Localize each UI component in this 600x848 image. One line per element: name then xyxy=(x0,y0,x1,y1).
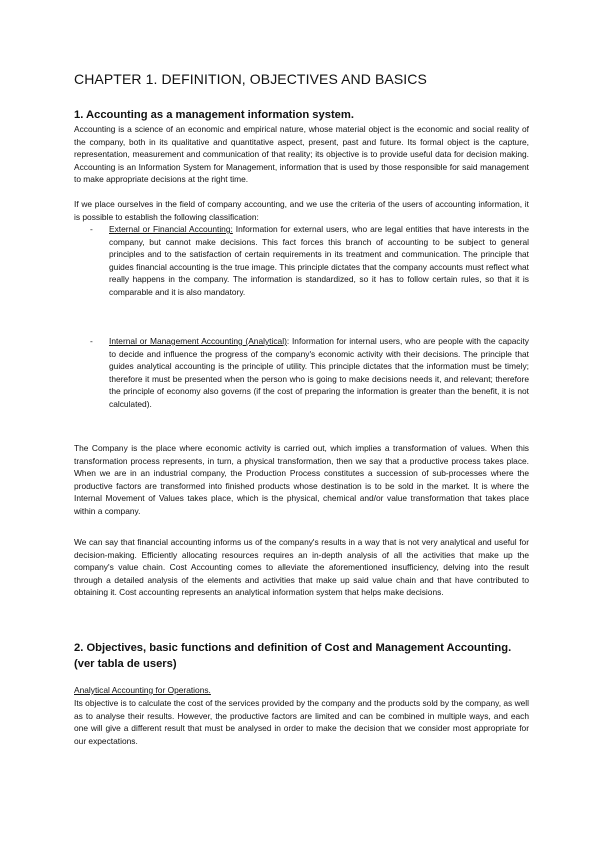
list-item-management-accounting xyxy=(74,335,529,410)
section-2-heading: 2. Objectives, basic functions and definition of Cost and Management Accounting. (ver tabla de users) xyxy=(74,642,512,670)
section-1-heading: 1. Accounting as a management information system. xyxy=(74,109,354,121)
list-bullet: - xyxy=(90,224,93,234)
list-item-body xyxy=(109,223,529,298)
section-1-paragraph-4: We can say that financial accounting informs us of the company's results in a way that is not very analytical and useful for decision-making. Efficiently allocating resources requires an in-depth analysis of all the activities that make up the company's value chain. Cost Accounting comes to alleviate the aforementioned insufficiency, delving into the result through a detailed analysis of the elements and activities that make up said value chain and that have contributed to obtaining it. Cost accounting represents an analytical information system that helps make decisions. xyxy=(74,537,529,597)
list-bullet: - xyxy=(90,336,93,346)
section-2-paragraph-1: Its objective is to calculate the cost of the services provided by the company and the products sold by the company, as well as to analyse their results. However, the productive factors are limited and can be combined in multiple ways, and each one will give a different result that must be analysed in order to make the decision that we consider most appropriate for our expectations. xyxy=(74,698,529,746)
list-item-term: External or Financial Accounting: xyxy=(109,224,233,234)
list-item-text: : Information for internal users, who are people with the capacity to decide and influence the progress of the company's economic activity with their decisions. The principle that guides analytical accounting is the principle of utility. This principle dictates that the information must be timely; therefore it must be presented when the person who is going to make decisions needs it, and relevant; therefore the principle of economy also governs (if the cost of preparing the information is greater than the benefit, it is not calculated). xyxy=(109,336,529,409)
list-item-term: Internal or Management Accounting (Analytical) xyxy=(109,336,287,346)
section-1-paragraph-2: If we place ourselves in the field of company accounting, and we use the criteria of the users of accounting information, it is possible to establish the following classification: xyxy=(74,199,529,222)
list-item-body xyxy=(109,335,529,410)
chapter-title: CHAPTER 1. DEFINITION, OBJECTIVES AND BASICS xyxy=(74,71,427,87)
section-1-paragraph-3: The Company is the place where economic activity is carried out, which implies a transformation of values. When this transformation process represents, in turn, a physical transformation, then we say that a productive process takes place. When we are in an industrial company, the Production Process constitutes a succession of sub-processes where the productive factors are transformed into finished products whose destination is to be sold in the market. It is where the Internal Movement of Values takes place, which is the physical, chemical and/or value transformation that takes place within a company. xyxy=(74,443,529,516)
list-item-text: Information for external users, who are legal entities that have interests in the company, but cannot make decisions. This fact forces this branch of accounting to be subject to general principles and to the satisfaction of certain requirements in its treatment and communication. The principle that guides financial accounting is the true image. This principle dictates that the company accounts must reflect what really happens in the company. The information is standardized, so it has to follow certain rules, so that it is comparable and it is also mandatory. xyxy=(109,224,529,297)
section-1-paragraph-1: Accounting is a science of an economic and empirical nature, whose material object is the economic and social reality of the company, both in its qualitative and quantitative aspect, present, past and future. Its formal object is the capture, representation, measurement and communication of that reality; its objective is to provide useful data for decision making. Accounting is an Information System for Management, information that is used by those responsible for said management to make appropriate decisions at the right time. xyxy=(74,124,529,184)
section-2-subheading: Analytical Accounting for Operations. xyxy=(74,685,211,695)
list-item-financial-accounting xyxy=(74,223,529,298)
